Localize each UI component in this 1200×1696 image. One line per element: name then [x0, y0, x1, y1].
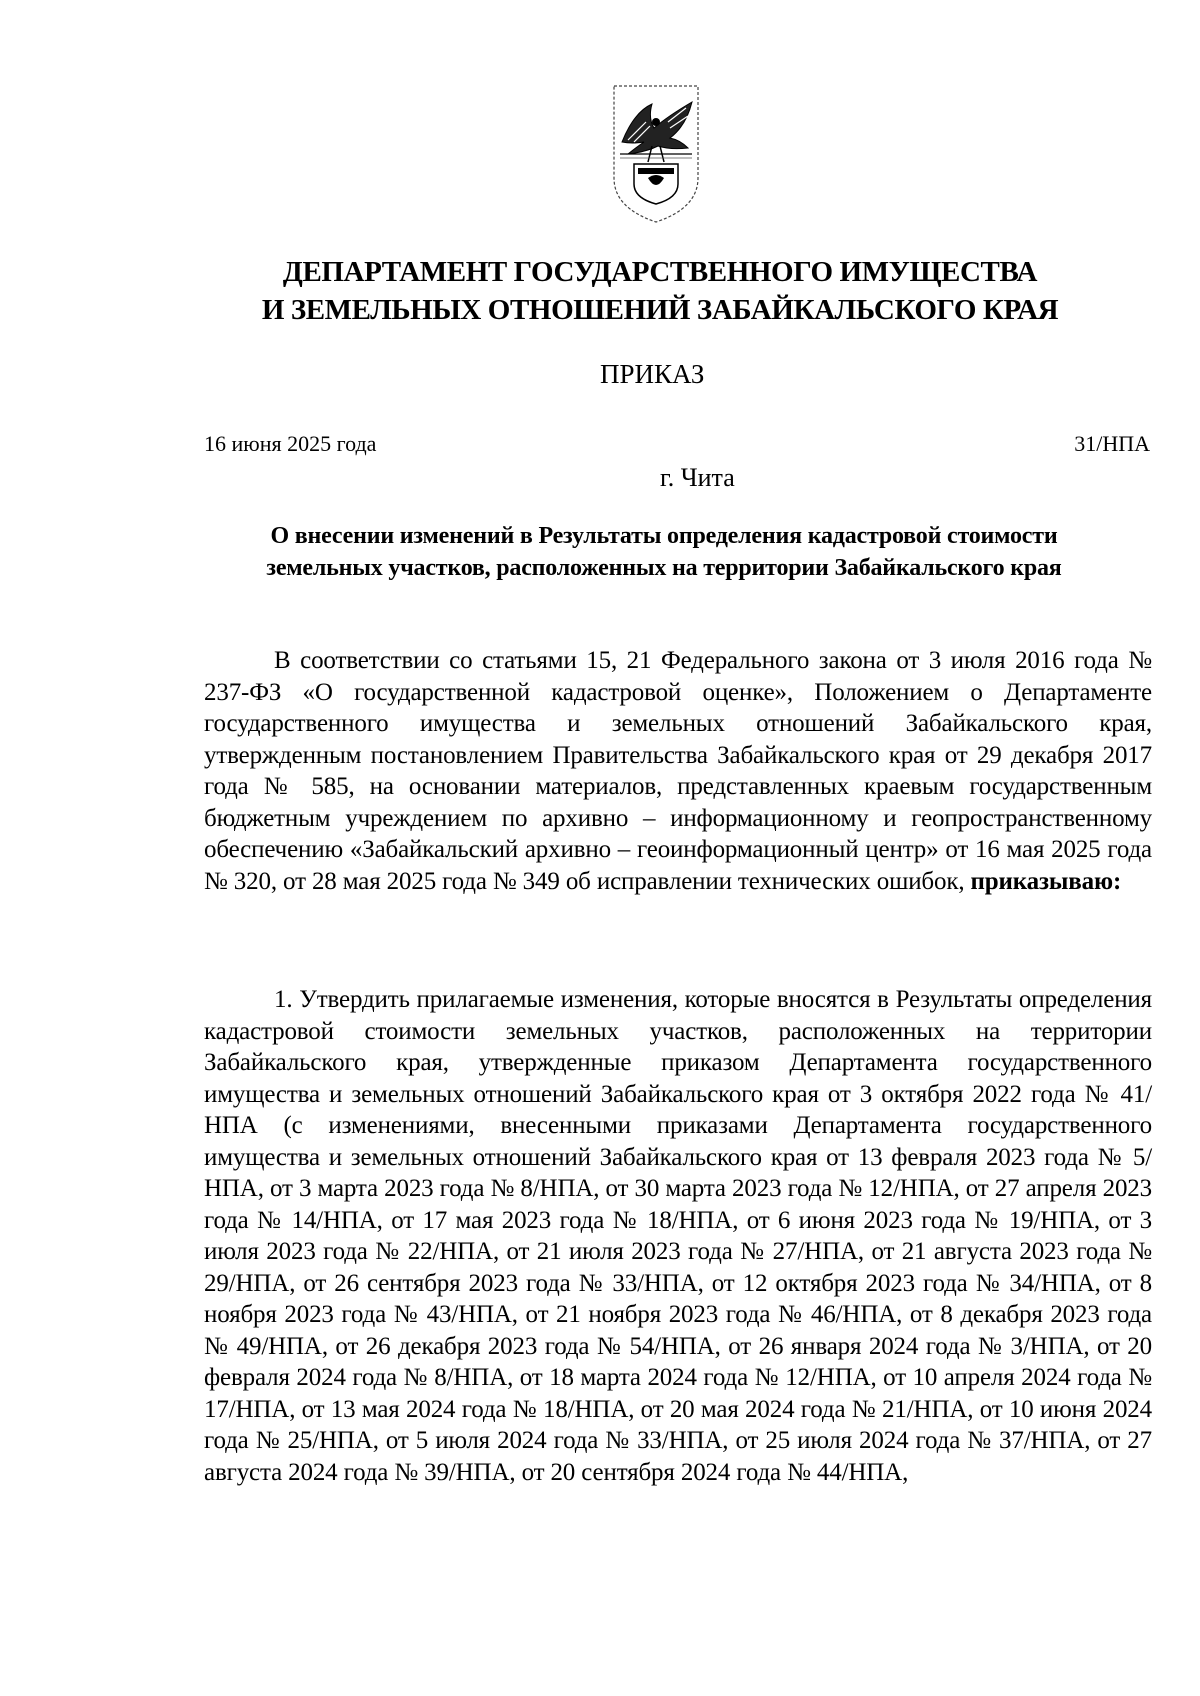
- clause-1-paragraph: [204, 984, 1152, 1488]
- document-date: 16 июня 2025 года: [204, 431, 377, 456]
- document-type: ПРИКАЗ: [600, 359, 705, 389]
- preamble-text: В соответствии со статьями 15, 21 Федерального закона от 3 июля 2016 года № 237-ФЗ «О государственной кадастровой оценке», Положением о Департаменте государственного имущества и земельных отношений Забайкальского края, утвержденным постановлением Правительства Забайкальского края от 29 декабря 2017 года № 585, на основании материалов, представленных краевым государственным бюджетным учреждением по архивно – информационному и геопространственному обеспечению «Забайкальский архивно – геоинформационный центр» от 16 мая 2025 года № 320, от 28 мая 2025 года № 349 об исправлении технических ошибок,: [204, 647, 1152, 895]
- clause-1-text: 1. Утвердить прилагаемые изменения, которые вносятся в Результаты определения кадастровой стоимости земельных участков, расположенных на территории Забайкальского края, утвержденные приказом Департамента государственного имущества и земельных отношений Забайкальского края от 3 октября 2022 года № 41/НПА (с изменениями, внесенными приказами Департамента государственного имущества и земельных отношений Забайкальского края от 13 февраля 2023 года № 5/НПА, от 3 марта 2023 года № 8/НПА, от 30 марта 2023 года № 12/НПА, от 27 апреля 2023 года № 14/НПА, от 17 мая 2023 года № 18/НПА, от 6 июня 2023 года № 19/НПА, от 3 июля 2023 года № 22/НПА, от 21 июля 2023 года № 27/НПА, от 21 августа 2023 года № 29/НПА, от 26 сентября 2023 года № 33/НПА, от 12 октября 2023 года № 34/НПА, от 8 ноября 2023 года № 43/НПА, от 21 ноября 2023 года № 46/НПА, от 8 декабря 2023 года № 49/НПА, от 26 декабря 2023 года № 54/НПА, от 26 января 2024 года № 3/НПА, от 20 февраля 2024 года № 8/НПА, от 18 марта 2024 года № 12/НПА, от 10 апреля 2024 года № 17/НПА, от 13 мая 2024 года № 18/НПА, от 20 мая 2024 года № 21/НПА, от 10 июня 2024 года № 25/НПА, от 5 июля 2024 года № 33/НПА, от 25 июля 2024 года № 37/НПА, от 27 августа 2024 года № 39/НПА, от 20 сентября 2024 года № 44/НПА,: [204, 986, 1152, 1486]
- coat-of-arms-emblem: [608, 82, 704, 226]
- document-number: 31/НПА: [1074, 431, 1150, 456]
- department-name-line2: И ЗЕМЕЛЬНЫХ ОТНОШЕНИЙ ЗАБАЙКАЛЬСКОГО КРАЯ: [261, 294, 1059, 326]
- department-name-line1: ДЕПАРТАМЕНТ ГОСУДАРСТВЕННОГО ИМУЩЕСТВА: [282, 256, 1038, 288]
- document-title-line1: О внесении изменений в Результаты определения кадастровой стоимости: [270, 523, 1058, 549]
- preamble-paragraph: [204, 645, 1152, 897]
- document-city: г. Чита: [660, 463, 735, 492]
- coat-of-arms-icon: [608, 82, 704, 226]
- document-title-line2: земельных участков, расположенных на территории Забайкальского края: [266, 555, 1062, 581]
- order-directive: приказываю:: [970, 867, 1122, 895]
